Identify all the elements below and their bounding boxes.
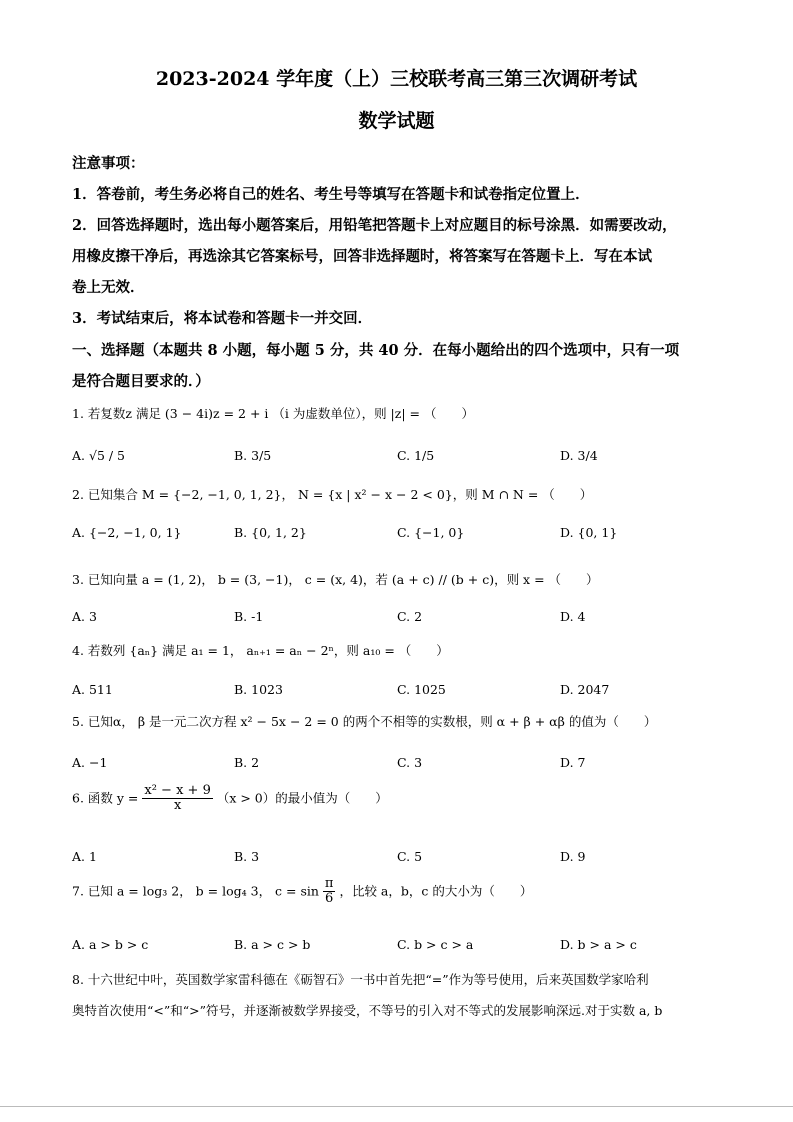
question-2-option-a[interactable]: A. {−2, −1, 0, 1} xyxy=(72,525,182,540)
question-8-stem-line-2: 奥特首次使用“<”和“>”符号，并逐渐被数学界接受，不等号的引入对不等式的发展影响深远.对于实数 a, b xyxy=(72,1003,663,1018)
question-7-option-c[interactable]: C. b > c > a xyxy=(397,937,474,952)
section-heading-line-1: 一、选择题（本题共 8 小题，每小题 5 分，共 40 分．在每小题给出的四个选项中，只有一项 xyxy=(72,342,680,359)
question-7-option-a[interactable]: A. a > b > c xyxy=(72,937,149,952)
question-1-option-d[interactable]: D. 3/4 xyxy=(560,448,598,463)
question-7-fraction xyxy=(323,877,336,907)
question-1-stem: 1. 若复数z 满足 (3 − 4i)z = 2 + i （i 为虚数单位），则 |z| = （ ） xyxy=(72,406,474,421)
notes-item-3: 3．考试结束后，将本试卷和答题卡一并交回． xyxy=(72,310,373,327)
question-7-option-d[interactable]: D. b > a > c xyxy=(560,937,637,952)
question-8-stem-line-1: 8. 十六世纪中叶，英国数学家雷科德在《砺智石》一书中首先把“=”作为等号使用，后来英国数学家哈利 xyxy=(72,972,649,987)
question-4-option-b[interactable]: B. 1023 xyxy=(234,682,283,697)
question-3-option-b[interactable]: B. -1 xyxy=(234,609,264,624)
question-6-fraction xyxy=(142,784,212,814)
notes-item-2-line-2: 用橡皮擦干净后，再选涂其它答案标号，回答非选择题时，将答案写在答题卡上．写在本试 xyxy=(72,248,652,265)
question-3-option-c[interactable]: C. 2 xyxy=(397,609,423,624)
notes-item-2-line-1: 2．回答选择题时，选出每小题答案后，用铅笔把答题卡上对应题目的标号涂黑．如需要改动， xyxy=(72,217,677,234)
question-2-stem: 2. 已知集合 M = {−2, −1, 0, 1, 2}， N = {x | x² − x − 2 < 0}，则 M ∩ N = （ ） xyxy=(72,487,593,502)
question-6-fraction-numerator: x² − x + 9 xyxy=(144,783,211,798)
question-6-stem-suffix: （x > 0）的最小值为（ ） xyxy=(216,790,388,806)
exam-title: 2023-2024 学年度（上）三校联考高三第三次调研考试 xyxy=(155,68,638,90)
question-3-stem: 3. 已知向量 a = (1, 2)， b = (3, −1)， c = (x, 4)，若 (a + c) // (b + c)，则 x = （ ） xyxy=(72,572,599,587)
question-5-option-b[interactable]: B. 2 xyxy=(234,755,260,770)
notes-item-1: 1．答卷前，考生务必将自己的姓名、考生号等填写在答题卡和试卷指定位置上． xyxy=(72,186,590,203)
question-6-option-a[interactable]: A. 1 xyxy=(72,849,97,864)
notes-heading: 注意事项： xyxy=(72,155,145,172)
question-6-option-b[interactable]: B. 3 xyxy=(234,849,260,864)
question-5-stem: 5. 已知α， β 是一元二次方程 x² − 5x − 2 = 0 的两个不相等的实数根，则 α + β + αβ 的值为（ ） xyxy=(72,714,657,729)
question-5-option-c[interactable]: C. 3 xyxy=(397,755,423,770)
question-1-option-c[interactable]: C. 1/5 xyxy=(397,448,435,463)
question-4-stem: 4. 若数列 {aₙ} 满足 a₁ = 1， aₙ₊₁ = aₙ − 2ⁿ，则 a₁₀ = （ ） xyxy=(72,643,449,658)
question-3-option-d[interactable]: D. 4 xyxy=(560,609,586,624)
question-7-fraction-denominator: 6 xyxy=(325,891,334,907)
question-7-stem-suffix: ，比较 a，b，c 的大小为（ ） xyxy=(339,883,533,899)
question-7-stem-prefix: 7. 已知 a = log₃ 2， b = log₄ 3， c = sin xyxy=(72,883,319,899)
question-1-option-a[interactable]: A. √5 / 5 xyxy=(72,448,126,463)
question-2-option-b[interactable]: B. {0, 1, 2} xyxy=(234,525,307,540)
exam-subtitle: 数学试题 xyxy=(358,110,435,132)
question-7-option-b[interactable]: B. a > c > b xyxy=(234,937,311,952)
question-6-fraction-denominator: x xyxy=(173,798,182,814)
notes-item-2-line-3: 卷上无效． xyxy=(72,279,145,296)
question-7-fraction-numerator: π xyxy=(324,876,334,891)
section-heading-line-2: 是符合题目要求的．） xyxy=(72,373,210,390)
page-bottom-divider xyxy=(0,1106,793,1107)
question-1-option-b[interactable]: B. 3/5 xyxy=(234,448,272,463)
question-5-option-d[interactable]: D. 7 xyxy=(560,755,586,770)
question-6-option-c[interactable]: C. 5 xyxy=(397,849,423,864)
question-2-option-c[interactable]: C. {−1, 0} xyxy=(397,525,465,540)
question-5-option-a[interactable]: A. −1 xyxy=(72,755,108,770)
question-7-stem xyxy=(72,877,727,907)
question-4-option-c[interactable]: C. 1025 xyxy=(397,682,446,697)
question-6-stem-prefix: 6. 函数 y = xyxy=(72,790,139,806)
question-6-stem xyxy=(72,784,727,814)
question-6-option-d[interactable]: D. 9 xyxy=(560,849,586,864)
question-4-option-d[interactable]: D. 2047 xyxy=(560,682,610,697)
question-2-option-d[interactable]: D. {0, 1} xyxy=(560,525,618,540)
question-4-option-a[interactable]: A. 511 xyxy=(72,682,113,697)
question-3-option-a[interactable]: A. 3 xyxy=(72,609,97,624)
